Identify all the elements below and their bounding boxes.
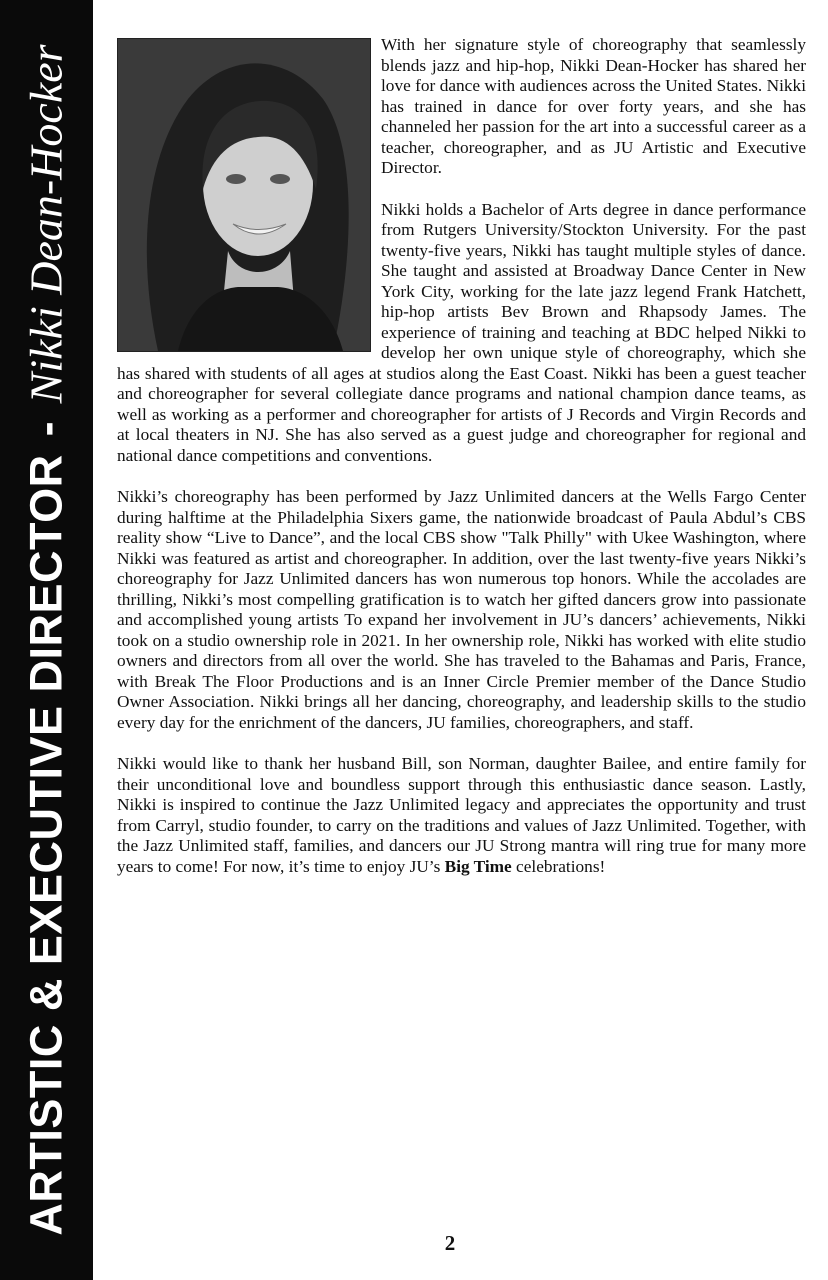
paragraph-thanks xyxy=(117,754,806,877)
paragraph-choreography: Nikki’s choreography has been performed by Jazz Unlimited dancers at the Wells Fargo Center during halftime at the Philadelphia Sixers game, the nationwide broadcast of Paula Abdul’s CBS reality show “Live to Dance”, and the local CBS show "Talk Philly" with Ukee Washington, where Nikki was featured as artist and choreographer. In addition, over the last twenty-five years Nikki’s choreography for Jazz Unlimited dancers has won numerous top honors. While the accolades are thrilling, Nikki’s most compelling gratification is to watch her gifted dancers grow into passionate and accomplished young artists To expand her involvement in JU’s dancers’ achievements, Nikki took on a studio ownership role in 2021. In her ownership role, Nikki has worked with elite studio owners and directors from all over the world. She has traveled to the Bahamas and Paris, France, with Break The Floor Productions and is an Inner Circle Premier member of the Dance Studio Owner Association. Nikki brings all her dancing, choreography, and leadership skills to the studio every day for the enrichment of the dancers, JU families, choreographers, and staff. xyxy=(117,487,806,732)
sidebar-banner xyxy=(0,0,93,1280)
title-separator: - xyxy=(20,421,72,437)
portrait-illustration xyxy=(118,39,370,351)
paragraph-intro: With her signature style of choreography that seamlessly blends jazz and hip-hop, Nikki Dean-Hocker has shared her love for dance with audiences across the United States. Nikki has trained in dance for over forty years, and she has channeled her passion for the art into a successful career as a teacher, choreographer, and as JU Artistic and Executive Director. xyxy=(381,35,806,177)
thanks-text: Nikki would like to thank her husband Bill, son Norman, daughter Bailee, and entire family for their unconditional love and boundless support through this enthusiastic dance season. Lastly, Nikki is inspired to continue the Jazz Unlimited legacy and appreciates the opportunity and trust from Carryl, studio founder, to carry on the traditions and values of Jazz Unlimited. Together, with the Jazz Unlimited staff, families, and dancers our JU Strong mantra will ring true for many more years to come! For now, it’s time to enjoy JU’s xyxy=(117,754,806,876)
paragraph-education: Nikki holds a Bachelor of Arts degree in dance performance from Rutgers University/Stockton University. For the past twenty-five years, Nikki has taught multiple styles of dance. She taught and assisted at Broadway Dance Center in New York City, working for the late jazz legend Frank Hatchett, hip-hop artists Bev Brown and Rhapsody James. The experience of training and teaching at BDC helped Nikki to develop her own unique style of choreography, which she has shared with students of all ages at studios along the East Coast. Nikki has been a guest teacher and choreographer for several collegiate dance programs and national champion dance teams, as well as working as a performer and choreographer for artists of J Records and Virgin Records and at local theaters in NJ. She has also served as a guest judge and choreographer for regional and national dance competitions and conventions. xyxy=(117,199,806,465)
person-name: Nikki Dean-Hocker xyxy=(20,44,72,404)
portrait-photo xyxy=(117,38,371,352)
big-time-emphasis: Big Time xyxy=(444,856,512,876)
role-title: ARTISTIC & EXECUTIVE DIRECTOR xyxy=(20,454,72,1236)
article-body xyxy=(117,35,806,898)
page-number: 2 xyxy=(444,1231,456,1255)
thanks-ending: celebrations! xyxy=(511,856,606,876)
sidebar-title xyxy=(20,44,73,1235)
